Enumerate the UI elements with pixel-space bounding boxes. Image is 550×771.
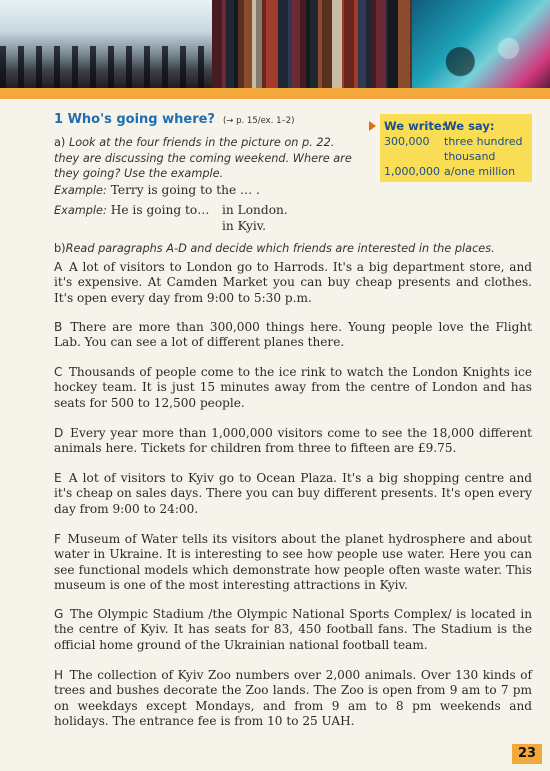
number-said-2: a/one million xyxy=(444,165,516,178)
paragraph-text: There are more than 300,000 things here. Young people love the Flight Lab. You can see a lot of different planes there. xyxy=(54,320,532,350)
number-said-1a: three hundred xyxy=(444,135,523,148)
paragraph-letter: B xyxy=(54,320,63,334)
paragraph-d xyxy=(54,426,532,457)
paragraph-text: The Olympic Stadium /the Olympic National Sports Complex/ is located in the centre of Kyiv. It has seats for 83, 450 football fans. The Stadium is the official home ground of the Ukrainian national football team. xyxy=(54,607,532,652)
exercise-title: 1 Who's going where? xyxy=(54,112,215,127)
paragraph-letter: E xyxy=(54,471,62,485)
we-write-header: We write: xyxy=(384,119,447,133)
paragraph-h xyxy=(54,668,532,730)
example-label: Example: xyxy=(54,204,107,217)
task-a-label: a) xyxy=(54,136,66,149)
example-1-text: Terry is going to the … . xyxy=(110,183,260,197)
example-in-kyiv: in Kyiv. xyxy=(222,219,267,233)
task-b-instructions xyxy=(54,242,495,255)
workbook-reference: (→ p. 15/ex. 1–2) xyxy=(222,116,295,126)
paragraph-letter: F xyxy=(54,532,61,546)
header-photos xyxy=(0,0,550,88)
paragraph-a xyxy=(54,260,532,306)
paragraph-text: A lot of visitors to London go to Harrods. It's a big department store, and it's expensive. At Camden Market you can buy cheap presents and clothes. It's open every day from 9:00 to 5:30 p.m. xyxy=(54,260,532,305)
paragraph-text: Thousands of people come to the ice rink to watch the London Knights ice hockey team. It is just 15 minutes away from the centre of London and has seats for 500 to 12,500 people. xyxy=(54,365,532,410)
paragraph-letter: H xyxy=(54,668,64,682)
exercise-heading xyxy=(54,112,295,127)
paragraph-letter: D xyxy=(54,426,64,440)
paragraph-g xyxy=(54,607,532,653)
example-2 xyxy=(54,203,209,217)
paragraph-f xyxy=(54,532,532,594)
number-said-1b: thousand xyxy=(444,150,496,163)
example-1 xyxy=(54,183,260,197)
example-2-text: He is going to… xyxy=(110,203,210,217)
task-b-label: b) xyxy=(54,242,66,255)
arrow-icon xyxy=(369,121,376,131)
paragraph-letter: A xyxy=(54,260,63,274)
number-written-1: 300,000 xyxy=(384,135,430,148)
task-a-instructions xyxy=(54,135,354,182)
paragraph-text: Museum of Water tells its visitors about the planet hydrosphere and about water in Ukraine. It is interesting to see how people use water. Here you can see functional models which demonstrate how people often waste water. This museum is one of the most interesting attractions in Kyiv. xyxy=(54,532,532,593)
task-a-text: Look at the four friends in the picture on p. 22. they are discussing the coming weekend. Where are they going? Use the example. xyxy=(54,136,352,180)
paragraph-letter: G xyxy=(54,607,64,621)
photo-flight-lab xyxy=(412,0,550,88)
we-say-header: We say: xyxy=(444,119,495,133)
page-number: 23 xyxy=(512,744,542,764)
photo-market-clothes xyxy=(212,0,412,88)
example-label: Example: xyxy=(54,184,107,197)
paragraph-e xyxy=(54,471,532,517)
example-in-london: in London. xyxy=(222,203,288,217)
paragraph-text: A lot of visitors to Kyiv go to Ocean Plaza. It's a big shopping centre and it's cheap on sales days. There you can buy different presents. It's open every day from 9:00 to 24:00. xyxy=(54,471,532,516)
photo-ice-hockey xyxy=(0,0,212,88)
paragraph-text: The collection of Kyiv Zoo numbers over 2,000 animals. Over 130 kinds of trees and bushes decorate the Zoo lands. The Zoo is open from 9 am to 7 pm on weekdays except Mondays, and from 9 am to 8 pm weekends and holidays. The entrance fee is from 10 to 25 UAH. xyxy=(54,668,532,729)
numbers-note-box xyxy=(380,114,532,182)
paragraph-text: Every year more than 1,000,000 visitors come to see the 18,000 different animals here. Tickets for children from three to fifteen are £9.75. xyxy=(54,426,532,456)
number-written-2: 1,000,000 xyxy=(384,165,440,178)
orange-divider xyxy=(0,88,550,99)
paragraph-c xyxy=(54,365,532,411)
paragraph-letter: C xyxy=(54,365,63,379)
task-b-text: Read paragraphs A-D and decide which friends are interested in the places. xyxy=(65,242,495,255)
paragraph-b xyxy=(54,320,532,351)
